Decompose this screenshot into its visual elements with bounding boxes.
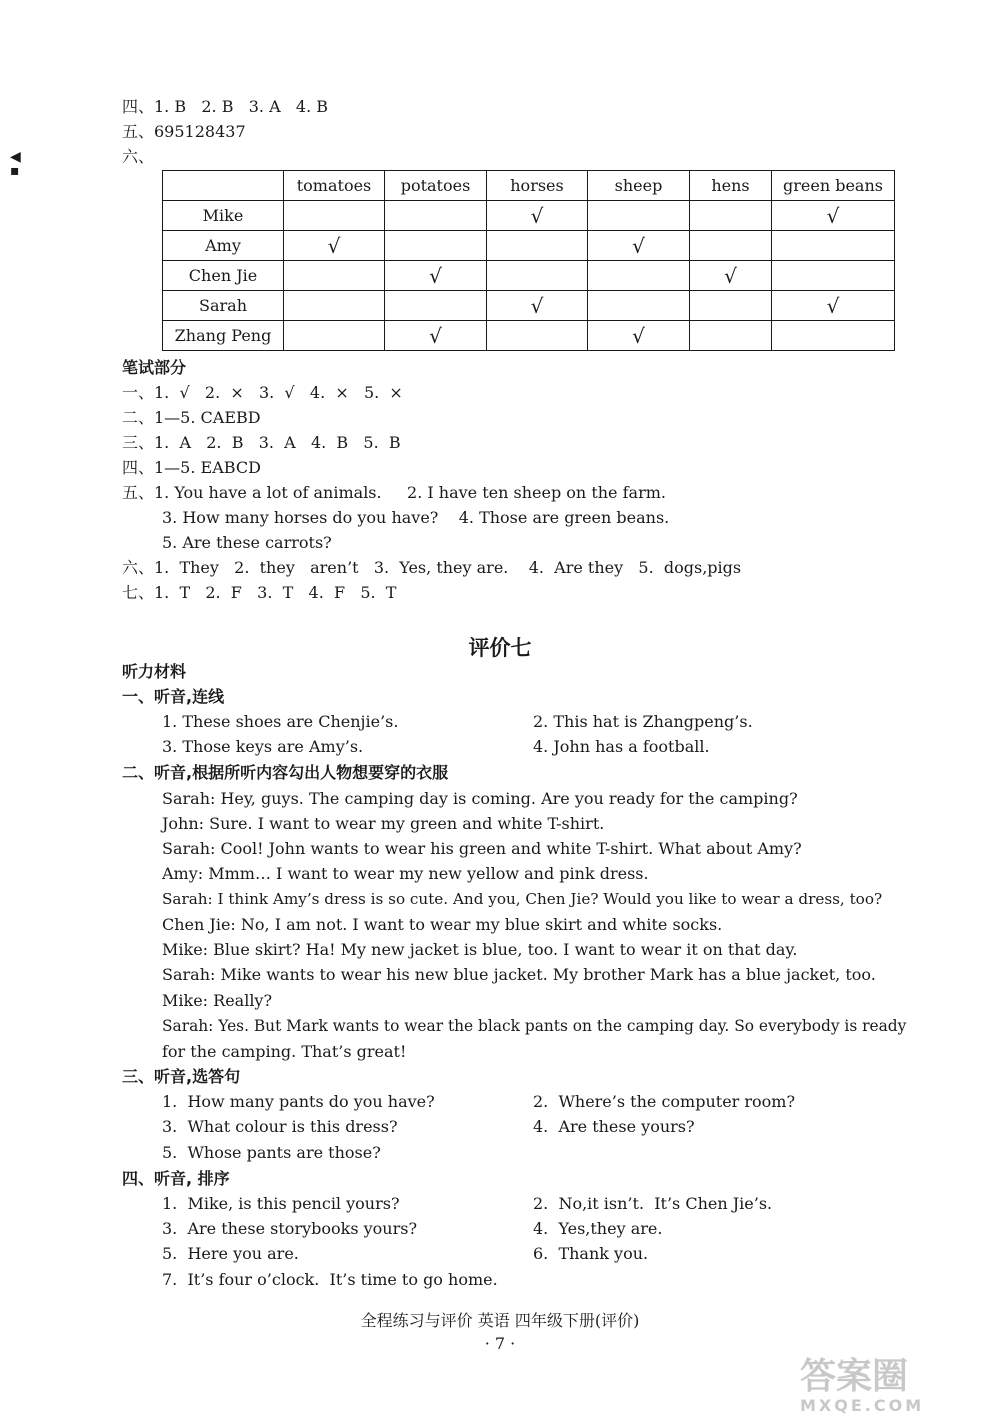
check-cell: √: [772, 291, 895, 321]
check-cell: √: [690, 261, 772, 291]
dialogue-line: John: Sure. I want to wear my green and white T-shirt.: [162, 814, 605, 833]
check-cell: √: [385, 321, 487, 351]
written-answer-2: 二、1—5. CAEBD: [122, 408, 261, 427]
dialogue-line: Mike: Blue skirt? Ha! My new jacket is blue, too. I want to wear it on that day.: [162, 940, 798, 959]
check-cell: [487, 321, 588, 351]
check-cell: [690, 291, 772, 321]
check-cell: [772, 321, 895, 351]
check-cell: [690, 321, 772, 351]
check-cell: [690, 231, 772, 261]
list-item: 6. Thank you.: [533, 1244, 649, 1263]
list-item: 5. Whose pants are those?: [162, 1143, 381, 1162]
check-cell: [588, 201, 690, 231]
check-cell: [284, 291, 385, 321]
check-cell: [284, 261, 385, 291]
check-cell: √: [772, 201, 895, 231]
check-cell: [772, 231, 895, 261]
page-number: · 7 ·: [484, 1334, 516, 1353]
watermark-logo: 答案圈: [800, 1356, 909, 1397]
check-cell: [284, 201, 385, 231]
dialogue-line: Sarah: Cool! John wants to wear his green and white T-shirt. What about Amy?: [162, 839, 802, 858]
list-item: 3. Those keys are Amy’s.: [162, 737, 364, 756]
check-cell: √: [284, 231, 385, 261]
list-item: 3. What colour is this dress?: [162, 1117, 398, 1136]
table-row: [163, 261, 895, 291]
check-cell: [385, 231, 487, 261]
table-header-cell: potatoes: [385, 171, 487, 201]
answer-q6-label: 六、: [122, 147, 155, 166]
list-item: 5. Here you are.: [162, 1244, 299, 1263]
list-item: 7. It’s four o’clock. It’s time to go home.: [162, 1270, 498, 1289]
answer-q5: 五、695128437: [122, 122, 246, 141]
listening-s1-title: 一、听音,连线: [122, 687, 225, 706]
dialogue-line: Mike: Really?: [162, 991, 273, 1010]
table-row: [163, 291, 895, 321]
row-name: Amy: [163, 231, 284, 261]
written-answer-6: 六、1. They 2. they aren’t 3. Yes, they are. 4. Are they 5. dogs,pigs: [122, 558, 742, 577]
check-cell: √: [385, 261, 487, 291]
list-item: 4. John has a football.: [533, 737, 710, 756]
written-answer-5a: 五、1. You have a lot of animals. 2. I have ten sheep on the farm.: [122, 483, 666, 502]
margin-marker-icon: ◀ ▪: [10, 149, 21, 179]
table-header-cell: green beans: [772, 171, 895, 201]
list-item: 1. How many pants do you have?: [162, 1092, 435, 1111]
check-cell: [284, 321, 385, 351]
list-item: 1. Mike, is this pencil yours?: [162, 1194, 400, 1213]
check-cell: √: [588, 321, 690, 351]
row-name: Mike: [163, 201, 284, 231]
written-answer-1: 一、1. √ 2. × 3. √ 4. × 5. ×: [122, 383, 403, 402]
table-header-cell: tomatoes: [284, 171, 385, 201]
table-header-row: [163, 171, 895, 201]
table-header-cell: horses: [487, 171, 588, 201]
list-item: 2. Where’s the computer room?: [533, 1092, 796, 1111]
check-cell: √: [588, 231, 690, 261]
check-cell: [487, 231, 588, 261]
check-cell: [690, 201, 772, 231]
check-cell: [487, 261, 588, 291]
watermark-url: MXQE.COM: [800, 1396, 925, 1415]
table-header-cell: sheep: [588, 171, 690, 201]
check-cell: [385, 291, 487, 321]
listening-s2-title: 二、听音,根据所听内容勾出人物想要穿的衣服: [122, 763, 449, 782]
list-item: 2. No,it isn’t. It’s Chen Jie’s.: [533, 1194, 773, 1213]
answer-q4: 四、1. B 2. B 3. A 4. B: [122, 97, 329, 116]
row-name: Zhang Peng: [163, 321, 284, 351]
farm-table: [162, 170, 895, 351]
table-header-cell: hens: [690, 171, 772, 201]
dialogue-line: Chen Jie: No, I am not. I want to wear my blue skirt and white socks.: [162, 915, 723, 934]
check-cell: [772, 261, 895, 291]
written-answer-4: 四、1—5. EABCD: [122, 458, 261, 477]
table-row: [163, 321, 895, 351]
written-answer-5c: 5. Are these carrots?: [162, 533, 332, 552]
written-answer-7: 七、1. T 2. F 3. T 4. F 5. T: [122, 583, 397, 602]
written-answer-5b: 3. How many horses do you have? 4. Those are green beans.: [162, 508, 670, 527]
page-footer: 全程练习与评价 英语 四年级下册(评价): [360, 1311, 640, 1330]
check-cell: [385, 201, 487, 231]
table-row: [163, 231, 895, 261]
written-heading: 笔试部分: [122, 358, 187, 377]
list-item: 4. Yes,they are.: [533, 1219, 663, 1238]
list-item: 2. This hat is Zhangpeng’s.: [533, 712, 753, 731]
row-name: Chen Jie: [163, 261, 284, 291]
site-watermark: [800, 1358, 924, 1415]
row-name: Sarah: [163, 291, 284, 321]
listening-s3-title: 三、听音,选答句: [122, 1067, 241, 1086]
listening-heading: 听力材料: [122, 662, 187, 681]
dialogue-line: Sarah: I think Amy’s dress is so cute. And you, Chen Jie? Would you like to wear a dress, too?: [162, 890, 883, 908]
dialogue-line: for the camping. That’s great!: [162, 1042, 407, 1061]
dialogue-line: Sarah: Mike wants to wear his new blue jacket. My brother Mark has a blue jacket, too.: [162, 965, 876, 984]
check-cell: [588, 291, 690, 321]
list-item: 1. These shoes are Chenjie’s.: [162, 712, 399, 731]
dialogue-line: Sarah: Hey, guys. The camping day is coming. Are you ready for the camping?: [162, 789, 798, 808]
listening-s4-title: 四、听音, 排序: [122, 1169, 230, 1188]
section-title: 评价七: [468, 636, 532, 660]
dialogue-line: Amy: Mmm… I want to wear my new yellow and pink dress.: [162, 864, 649, 883]
check-cell: √: [487, 201, 588, 231]
table-header-cell: [163, 171, 284, 201]
check-cell: √: [487, 291, 588, 321]
dialogue-line: Sarah: Yes. But Mark wants to wear the black pants on the camping day. So everybody is ready: [162, 1017, 907, 1035]
check-cell: [588, 261, 690, 291]
list-item: 3. Are these storybooks yours?: [162, 1219, 418, 1238]
list-item: 4. Are these yours?: [533, 1117, 695, 1136]
written-answer-3: 三、1. A 2. B 3. A 4. B 5. B: [122, 433, 401, 452]
table-row: [163, 201, 895, 231]
